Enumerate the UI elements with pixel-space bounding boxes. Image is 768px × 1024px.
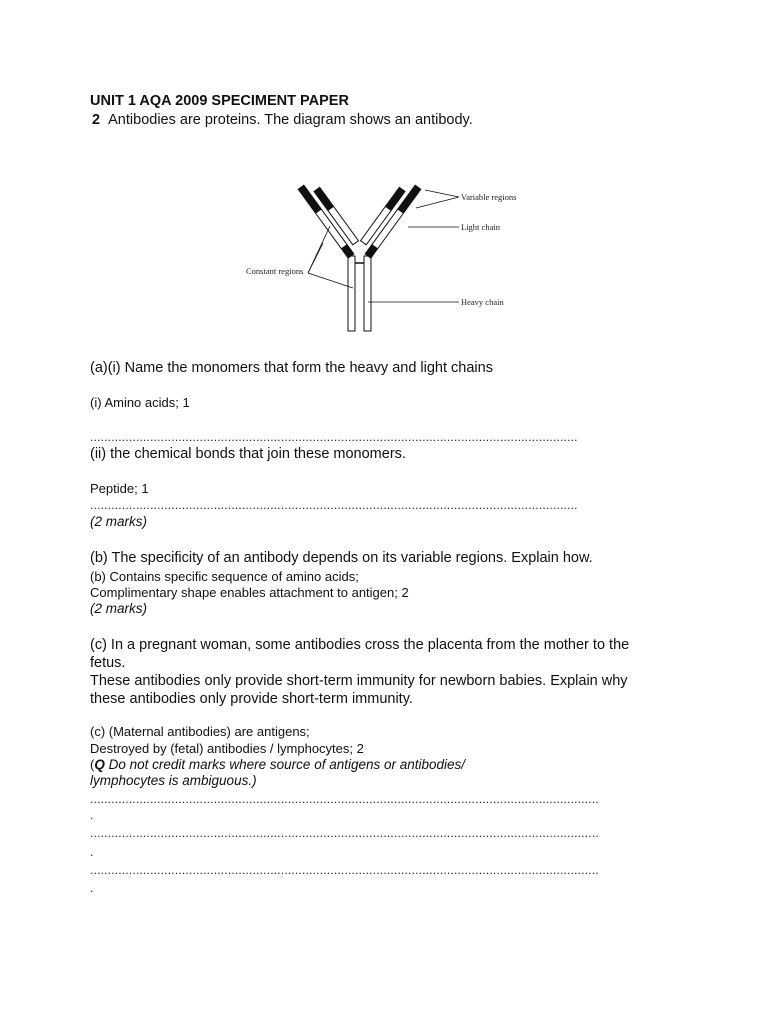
answer-line-c-1-end: . [90,808,94,822]
answer-line-c-2-end: . [90,845,94,859]
question-b: (b) The specificity of an antibody depends on its variable regions. Explain how. [90,550,593,566]
constant-pointer-3 [308,273,353,288]
question-a-i: (a)(i) Name the monomers that form the heavy and light chains [90,360,493,376]
antibody-diagram [240,168,540,338]
heavy-chain-stem-left [348,256,355,331]
answer-a-i: (i) Amino acids; 1 [90,395,190,410]
paper-title: UNIT 1 AQA 2009 SPECIMENT PAPER [90,93,349,109]
answer-c-2: Destroyed by (fetal) antibodies / lymphocytes; 2 [90,741,364,756]
answer-b-2: Complimentary shape enables attachment to antigen; 2 [90,585,409,600]
answer-line-a-ii: .......................................................................................................................................... [90,498,578,512]
label-constant-regions: Constant regions [246,266,304,276]
note-q-label: Q [94,757,105,772]
marks-b: (2 marks) [90,601,147,616]
examiner-note-line-1: (Q Do not credit marks where source of antigens or antibodies/ [90,757,466,772]
answer-line-c-3: ................................................................................................................................................ [90,863,599,877]
label-variable-regions: Variable regions [461,192,517,202]
answer-c-1: (c) (Maternal antibodies) are antigens; [90,724,310,739]
question-c-line-4: these antibodies only provide short-term immunity. [90,691,413,707]
label-heavy-chain: Heavy chain [461,297,504,307]
answer-line-c-2: ................................................................................................................................................ [90,826,599,840]
marks-a: (2 marks) [90,514,147,529]
question-number: 2 [92,112,101,128]
heavy-chain-stem-right [364,256,371,331]
answer-line-c-1: ................................................................................................................................................ [90,792,599,806]
variable-pointer-2 [416,197,459,208]
answer-a-ii: Peptide; 1 [90,481,149,496]
examiner-note-line-2: lymphocytes is ambiguous.) [90,773,257,788]
variable-pointer-1 [425,190,459,197]
question-a-ii: (ii) the chemical bonds that join these monomers. [90,446,406,462]
question-c-line-1: (c) In a pregnant woman, some antibodies cross the placenta from the mother to the [90,637,630,653]
constant-pointer-2 [308,243,323,273]
intro-text: Antibodies are proteins. The diagram shows an antibody. [108,112,473,128]
answer-line-c-3-end: . [90,881,94,895]
answer-b-1: (b) Contains specific sequence of amino acids; [90,569,359,584]
question-c-line-3: These antibodies only provide short-term immunity for newborn babies. Explain why [90,673,628,689]
answer-line-a-i: .......................................................................................................................................... [90,430,578,444]
question-c-line-2: fetus. [90,655,126,671]
label-light-chain: Light chain [461,222,500,232]
question-intro [92,112,473,128]
